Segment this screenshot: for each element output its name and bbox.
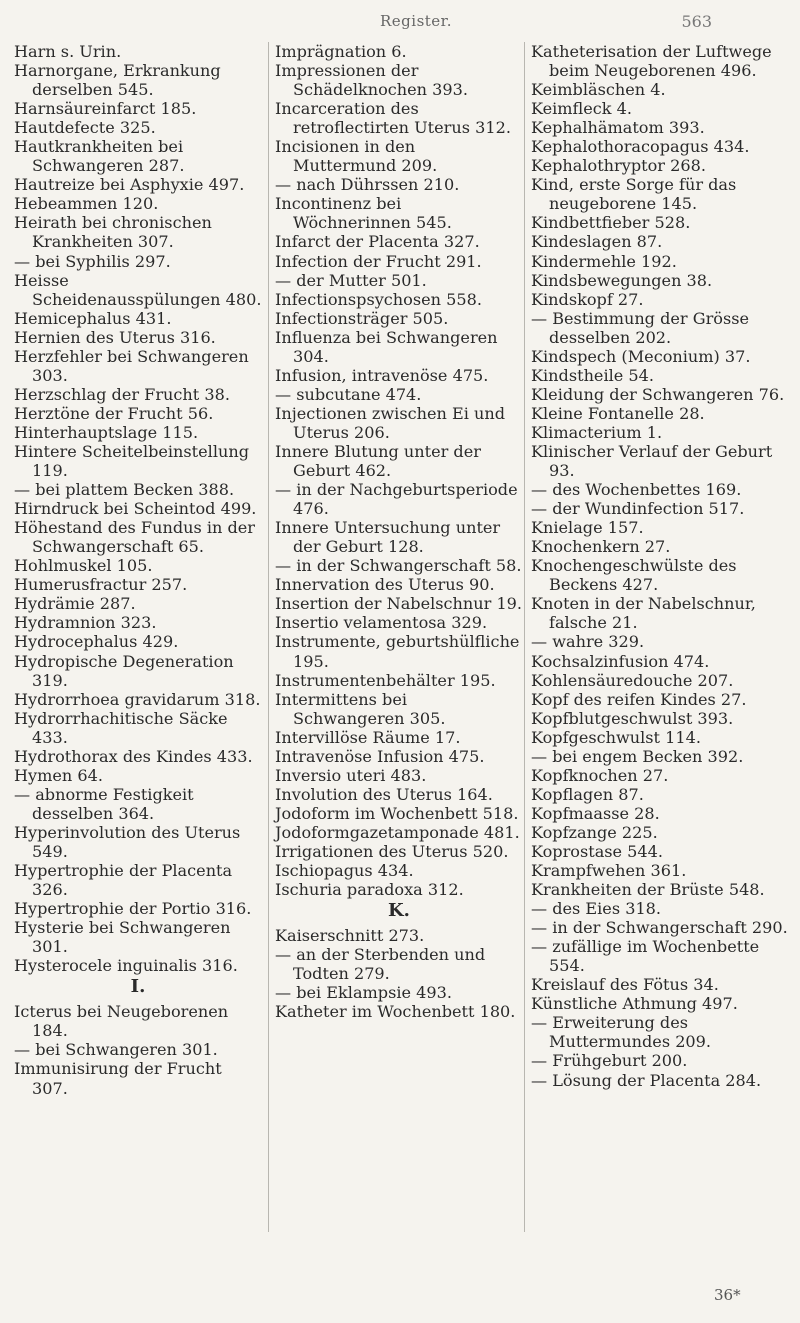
- index-entry: Hysterie bei Schwangeren 301.: [14, 918, 231, 957]
- index-entry: Innere Blutung unter der Geburt 462.: [275, 441, 481, 481]
- index-entry: Knochengeschwülste des Beckens 427.: [531, 556, 737, 595]
- index-entry: — Lösung der Placenta 284.: [531, 1070, 762, 1090]
- index-entry: — in der Schwangerschaft 290.: [531, 918, 788, 938]
- section-letter: K.: [388, 900, 410, 922]
- index-entry: Kindermehle 192.: [531, 251, 677, 271]
- index-entry: Insertio velamentosa 329.: [275, 613, 488, 633]
- index-entry: Hemicephalus 431.: [14, 308, 172, 328]
- index-entry: Kephalhämatom 393.: [531, 118, 705, 138]
- index-entry: Klinischer Verlauf der Geburt 93.: [531, 441, 773, 481]
- index-entry: Heirath bei chronischen Krankheiten 307.: [14, 213, 212, 252]
- index-entry: Kind, erste Sorge für das neugeborene 145.: [531, 175, 737, 214]
- index-entry: — bei plattem Becken 388.: [14, 480, 235, 500]
- index-entry: — in der Nachgeburtsperiode 476.: [275, 480, 518, 519]
- index-entry: Hypertrophie der Placenta 326.: [14, 861, 233, 900]
- index-entry: Hysterocele inguinalis 316.: [14, 956, 238, 976]
- index-entry: Kindspech (Meconium) 37.: [531, 346, 751, 366]
- index-entry: Hydrocephalus 429.: [14, 632, 179, 652]
- index-entry: Inversio uteri 483.: [275, 765, 427, 785]
- index-entry: Humerusfractur 257.: [14, 575, 188, 595]
- index-entry: Kopfgeschwulst 114.: [531, 727, 701, 747]
- index-entry: Kopflagen 87.: [531, 784, 644, 804]
- index-entry: Intervillöse Räume 17.: [275, 727, 461, 747]
- index-entry: Künstliche Athmung 497.: [531, 994, 738, 1014]
- index-entry: — der Mutter 501.: [275, 270, 427, 290]
- index-entry: — bei engem Becken 392.: [531, 746, 744, 766]
- index-entry: Ischuria paradoxa 312.: [275, 880, 464, 900]
- page-header: [0, 12, 800, 36]
- index-entry: Kopfknochen 27.: [531, 765, 669, 785]
- index-entry: Kopfmaasse 28.: [531, 803, 660, 823]
- index-entry: Ischiopagus 434.: [275, 861, 414, 881]
- index-entry: Hydrorrhoea gravidarum 318.: [14, 689, 261, 709]
- index-entry: Harnorgane, Erkrankung derselben 545.: [14, 61, 221, 100]
- index-entry: Influenza bei Schwangeren 304.: [275, 327, 498, 366]
- index-entry: Instrumente, geburtshülfliche 195.: [275, 632, 520, 671]
- index-entry: Keimbläschen 4.: [531, 80, 666, 100]
- index-entry: Krampfwehen 361.: [531, 861, 687, 881]
- index-entry: Krankheiten der Brüste 548.: [531, 880, 765, 900]
- page-number: 563: [681, 12, 712, 31]
- index-entry: Jodoform im Wochenbett 518.: [275, 803, 519, 823]
- index-entry: Harnsäureinfarct 185.: [14, 99, 197, 119]
- index-entry: Herzfehler bei Schwangeren 303.: [14, 346, 249, 385]
- index-column-3: [524, 42, 789, 1232]
- index-entry: Knoten in der Nabelschnur, falsche 21.: [531, 594, 756, 633]
- index-entry: — des Eies 318.: [531, 899, 662, 919]
- index-entry: Hymen 64.: [14, 765, 103, 785]
- index-entry: Hautdefecte 325.: [14, 118, 156, 138]
- index-entry: — bei Syphilis 297.: [14, 251, 171, 271]
- index-entry: Kindsbewegungen 38.: [531, 270, 713, 290]
- index-entry: Koprostase 544.: [531, 841, 664, 861]
- index-entry: Kohlensäuredouche 207.: [531, 670, 734, 690]
- index-entry: Hinterhauptslage 115.: [14, 422, 199, 442]
- index-entry: — in der Schwangerschaft 58.: [275, 556, 522, 576]
- index-entry: Intermittens bei Schwangeren 305.: [275, 689, 446, 728]
- index-entry: Hydropische Degeneration 319.: [14, 651, 234, 690]
- index-entry: Hautkrankheiten bei Schwangeren 287.: [14, 137, 185, 176]
- index-entry: Kindbettfieber 528.: [531, 213, 691, 233]
- index-entry: Herztöne der Frucht 56.: [14, 403, 214, 423]
- index-entry: Hohlmuskel 105.: [14, 556, 153, 576]
- index-entry: Kleidung der Schwangeren 76.: [531, 384, 785, 404]
- index-entry: Involution des Uterus 164.: [275, 784, 493, 804]
- running-head: Register.: [380, 12, 452, 30]
- index-entry: Kreislauf des Fötus 34.: [531, 975, 719, 995]
- index-entry: Hydrämie 287.: [14, 594, 136, 614]
- index-column-1: [14, 42, 262, 1098]
- index-entry: — Frühgeburt 200.: [531, 1051, 688, 1071]
- index-entry: Incontinenz bei Wöchnerinnen 545.: [275, 194, 452, 233]
- section-letter: I.: [130, 976, 146, 998]
- index-entry: Keimfleck 4.: [531, 99, 633, 119]
- index-entry: Hebeammen 120.: [14, 194, 159, 214]
- index-entry: Hernien des Uterus 316.: [14, 327, 216, 347]
- index-entry: Innere Untersuchung unter der Geburt 128.: [275, 518, 501, 557]
- index-entry: Kopf des reifen Kindes 27.: [531, 689, 747, 709]
- index-entry: Katheterisation der Luftwege beim Neugeborenen 496.: [531, 42, 772, 81]
- index-entry: Kephalothryptor 268.: [531, 156, 706, 176]
- index-entry: Kopfzange 225.: [531, 822, 658, 842]
- index-entry: Injectionen zwischen Ei und Uterus 206.: [275, 403, 506, 442]
- index-entry: Kopfblutgeschwulst 393.: [531, 708, 734, 728]
- index-entry: Hydrothorax des Kindes 433.: [14, 746, 253, 766]
- index-entry: Harn s. Urin.: [14, 42, 122, 61]
- index-entry: Kindeslagen 87.: [531, 232, 663, 252]
- index-entry: — zufällige im Wochenbette 554.: [531, 937, 760, 976]
- index-entry: — der Wundinfection 517.: [531, 499, 745, 519]
- index-entry: Jodoformgazetamponade 481.: [275, 822, 520, 842]
- index-entry: Infarct der Placenta 327.: [275, 232, 480, 252]
- index-entry: Hintere Scheitelbeinstellung 119.: [14, 441, 250, 481]
- signature-mark: 36*: [714, 1286, 741, 1304]
- index-entry: — Erweiterung des Muttermundes 209.: [531, 1013, 712, 1052]
- index-column-2: [268, 42, 523, 1232]
- index-entry: Icterus bei Neugeborenen 184.: [14, 1002, 229, 1041]
- index-entry: — an der Sterbenden und Todten 279.: [275, 945, 486, 984]
- index-entry: — Bestimmung der Grösse desselben 202.: [531, 308, 750, 347]
- index-entry: Infusion, intravenöse 475.: [275, 365, 489, 385]
- index-entry: Kephalothoracopagus 434.: [531, 137, 750, 157]
- index-entry: Hautreize bei Asphyxie 497.: [14, 175, 245, 195]
- index-entry: Katheter im Wochenbett 180.: [275, 1002, 516, 1022]
- index-entry: Impressionen der Schädelknochen 393.: [275, 61, 468, 100]
- index-entry: Kindstheile 54.: [531, 365, 654, 385]
- index-entry: Kleine Fontanelle 28.: [531, 403, 705, 423]
- index-entry: Heisse Scheidenausspülungen 480.: [14, 270, 262, 309]
- index-entry: Hydramnion 323.: [14, 613, 157, 633]
- index-entry: Kindskopf 27.: [531, 289, 644, 309]
- index-entry: Klimacterium 1.: [531, 422, 663, 442]
- index-entry: — abnorme Festigkeit desselben 364.: [14, 784, 194, 823]
- index-entry: Infectionsträger 505.: [275, 308, 449, 328]
- index-entry: Kochsalzinfusion 474.: [531, 651, 710, 671]
- index-entry: — wahre 329.: [531, 632, 645, 652]
- index-entry: Immunisirung der Frucht 307.: [14, 1059, 222, 1098]
- index-entry: Hydrorrhachitische Säcke 433.: [14, 708, 228, 747]
- index-entry: Imprägnation 6.: [275, 42, 407, 61]
- index-entry: Hypertrophie der Portio 316.: [14, 899, 252, 919]
- index-columns: [14, 42, 788, 1322]
- index-entry: Knochenkern 27.: [531, 537, 671, 557]
- index-entry: Knielage 157.: [531, 518, 644, 538]
- index-entry: Instrumentenbehälter 195.: [275, 670, 496, 690]
- index-entry: Incisionen in den Muttermund 209.: [275, 137, 438, 176]
- index-entry: — subcutane 474.: [275, 384, 422, 404]
- index-entry: Incarceration des retroflectirten Uterus 312.: [275, 99, 511, 138]
- index-entry: Intravenöse Infusion 475.: [275, 746, 485, 766]
- index-entry: Infection der Frucht 291.: [275, 251, 482, 271]
- index-entry: Infectionspsychosen 558.: [275, 289, 482, 309]
- index-entry: — bei Schwangeren 301.: [14, 1040, 218, 1060]
- index-entry: Höhestand des Fundus in der Schwangerschaft 65.: [14, 518, 256, 557]
- index-entry: Insertion der Nabelschnur 19.: [275, 594, 523, 614]
- index-entry: Irrigationen des Uterus 520.: [275, 841, 509, 861]
- index-entry: Kaiserschnitt 273.: [275, 926, 425, 946]
- index-entry: — bei Eklampsie 493.: [275, 983, 452, 1003]
- index-entry: Innervation des Uterus 90.: [275, 575, 495, 595]
- index-entry: Hirndruck bei Scheintod 499.: [14, 499, 257, 519]
- index-entry: — des Wochenbettes 169.: [531, 480, 742, 500]
- index-entry: Hyperinvolution des Uterus 549.: [14, 822, 241, 861]
- index-entry: Herzschlag der Frucht 38.: [14, 384, 230, 404]
- index-entry: — nach Dührssen 210.: [275, 175, 460, 195]
